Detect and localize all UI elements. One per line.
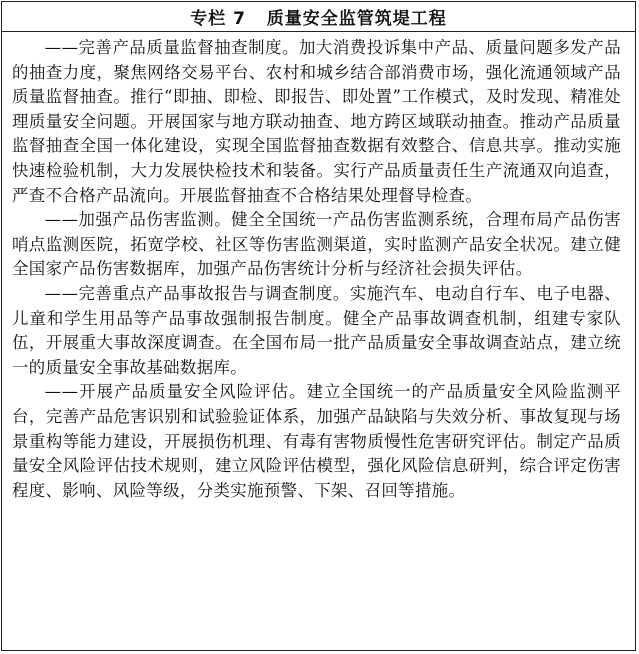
paragraph-accident-reporting-investigation: ——完善重点产品事故报告与调查制度。实施汽车、电动自行车、电子电器、儿童和学生用品等产品事故强制报告制度。健全产品事故调查机制，组建专家队伍，开展重大事故深度调查。在全国布局一批产品质量安全事故调查站点，建立统一的质量安全事故基础数据库。: [12, 283, 621, 377]
paragraph-risk-assessment: ——开展产品质量安全风险评估。建立全国统一的产品质量安全风险监测平台，完善产品危害识别和试验验证体系，加强产品缺陷与失效分析、事故复现与场景重构等能力建设，开展损伤机理、有毒有害物质慢性危害研究评估。制定产品质量安全风险评估技术规则，建立风险评估模型，强化风险信息研判，综合评定伤害程度、影响、风险等级，分类实施预警、下架、召回等措施。: [12, 382, 621, 500]
special-column-box: [1, 1, 636, 651]
paragraph-product-injury-monitoring: ——加强产品伤害监测。健全全国统一产品伤害监测系统，合理布局产品伤害哨点监测医院，拓宽学校、社区等伤害监测渠道，实时监测产品安全状况。建立健全国家产品伤害数据库，加强产品伤害统计分析与经济社会损失评估。: [12, 210, 621, 279]
box-title: 专栏 7 质量安全监管筑堤工程: [190, 9, 447, 29]
paragraph-quality-supervision-spot-check: ——完善产品质量监督抽查制度。加大消费投诉集中产品、质量问题多发产品的抽查力度，聚焦网络交易平台、农村和城乡结合部消费市场，强化流通领域产品质量监督抽查。推行“即抽、即检、即报告、即处置”工作模式，及时发现、精准处理质量安全问题。开展国家与地方联动抽查、地方跨区域联动抽查。推动产品质量监督抽查全国一体化建设，实现全国监督抽查数据有效整合、信息共享。推动实施快速检验机制，大力发展快检技术和装备。实行产品质量责任生产流通双向追查，严查不合格产品流向。开展监督抽查不合格结果处理督导检查。: [12, 38, 621, 205]
title-bar: [2, 2, 635, 32]
box-content: [2, 32, 635, 503]
